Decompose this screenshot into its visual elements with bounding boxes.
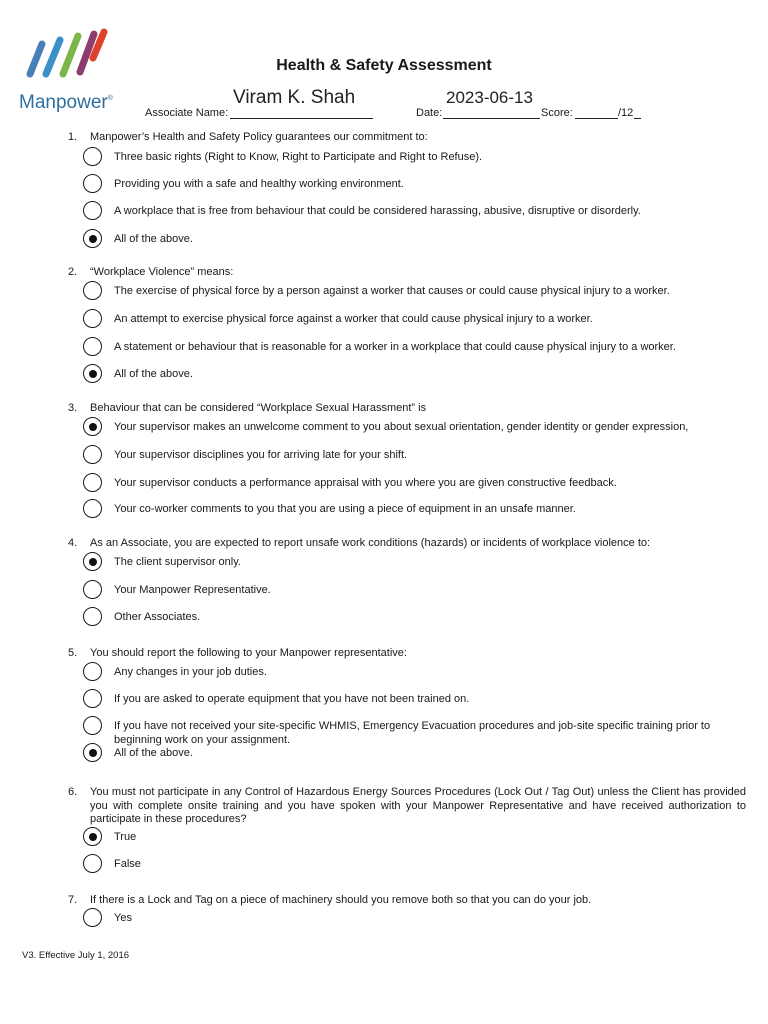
question-text: Manpower’s Health and Safety Policy guarantees our commitment to: — [90, 131, 428, 143]
answer-option-text: Other Associates. — [114, 611, 201, 623]
question-number: 1. — [68, 131, 78, 143]
question-text: You must not participate in any Control of Hazardous Energy Sources Procedures (Lock Out / Tag Out) unless the Client has provided you with complete onsite training and you have spoken with your Manpower Representative and have received authorization to participate in these procedures? — [90, 786, 746, 825]
question-number: 3. — [68, 402, 78, 414]
answer-option-text: A statement or behaviour that is reasonable for a worker in a workplace that could cause physical injury to a worker. — [114, 341, 676, 353]
question-number: 5. — [68, 647, 78, 659]
question-number: 7. — [68, 894, 78, 906]
question-number: 4. — [68, 537, 78, 549]
answer-option-text: Your supervisor makes an unwelcome comment to you about sexual orientation, gender identity or gender expression, — [114, 421, 689, 433]
radio-empty-icon[interactable] — [83, 580, 102, 599]
radio-empty-icon[interactable] — [83, 174, 102, 193]
score-total-underline — [634, 118, 641, 119]
answer-option-text: Three basic rights (Right to Know, Right to Participate and Right to Refuse). — [114, 151, 483, 163]
answer-option-text: Your co-worker comments to you that you are using a piece of equipment in an unsafe manner. — [114, 503, 576, 515]
answer-option-text: False — [114, 858, 141, 870]
date-value[interactable]: 2023-06-13 — [446, 88, 533, 107]
associate-name-line — [230, 118, 373, 119]
answer-option-text: If you have not received your site-specific WHMIS, Emergency Evacuation procedures and job-site specific training prior to beginning work on your assignment. — [114, 720, 711, 746]
brand-name: Manpower® — [19, 92, 113, 113]
answer-option-text: The exercise of physical force by a person against a worker that causes or could cause physical injury to a worker. — [114, 285, 670, 297]
question-text: You should report the following to your Manpower representative: — [90, 647, 407, 659]
radio-empty-icon[interactable] — [83, 337, 102, 356]
radio-empty-icon[interactable] — [83, 499, 102, 518]
radio-selected-icon[interactable] — [83, 229, 102, 248]
answer-option-text: All of the above. — [114, 368, 193, 380]
header-fields — [0, 86, 768, 122]
answer-option-text: Your supervisor disciplines you for arriving late for your shift. — [114, 449, 408, 461]
radio-empty-icon[interactable] — [83, 445, 102, 464]
associate-name-value[interactable]: Viram K. Shah — [233, 87, 356, 108]
radio-empty-icon[interactable] — [83, 201, 102, 220]
question-text: If there is a Lock and Tag on a piece of machinery should you remove both so that you can do your job. — [90, 894, 592, 906]
answer-option-text: The client supervisor only. — [114, 556, 241, 568]
answer-option-text: Your supervisor conducts a performance appraisal with you where you are given constructive feedback. — [114, 477, 617, 489]
radio-empty-icon[interactable] — [83, 147, 102, 166]
radio-selected-icon[interactable] — [83, 417, 102, 436]
page-title: Health & Safety Assessment — [276, 57, 492, 74]
radio-empty-icon[interactable] — [83, 716, 102, 735]
question-text: Behaviour that can be considered “Workplace Sexual Harassment” is — [90, 402, 427, 414]
version-footer: V3. Effective July 1, 2016 — [22, 950, 130, 961]
radio-empty-icon[interactable] — [83, 309, 102, 328]
answer-option-text: Any changes in your job duties. — [114, 666, 267, 678]
radio-empty-icon[interactable] — [83, 908, 102, 927]
question-number: 2. — [68, 266, 78, 278]
answer-option-text: A workplace that is free from behaviour that could be considered harassing, abusive, disruptive or disorderly. — [114, 205, 641, 217]
radio-empty-icon[interactable] — [83, 281, 102, 300]
answer-option-text: All of the above. — [114, 233, 193, 245]
radio-empty-icon[interactable] — [83, 607, 102, 626]
score-total: /12 — [618, 107, 634, 119]
radio-empty-icon[interactable] — [83, 662, 102, 681]
score-line[interactable] — [575, 118, 618, 119]
associate-name-label: Associate Name: — [145, 107, 229, 119]
question-number: 6. — [68, 786, 78, 798]
date-line — [443, 118, 540, 119]
answer-option-text: True — [114, 831, 137, 843]
question-text: “Workplace Violence” means: — [90, 266, 234, 278]
radio-selected-icon[interactable] — [83, 827, 102, 846]
radio-selected-icon[interactable] — [83, 743, 102, 762]
radio-selected-icon[interactable] — [83, 552, 102, 571]
answer-option-text: Your Manpower Representative. — [114, 584, 271, 596]
answer-option-text: An attempt to exercise physical force against a worker that could cause physical injury to a worker. — [114, 313, 593, 325]
radio-empty-icon[interactable] — [83, 854, 102, 873]
score-label: Score: — [541, 107, 573, 119]
answer-option-text: Yes — [114, 912, 132, 924]
question-text: As an Associate, you are expected to report unsafe work conditions (hazards) or incidents of workplace violence to: — [90, 537, 651, 549]
answer-option-text: All of the above. — [114, 747, 193, 759]
answer-option-text: If you are asked to operate equipment that you have not been trained on. — [114, 693, 470, 705]
date-label: Date: — [416, 107, 443, 119]
answer-option-text: Providing you with a safe and healthy working environment. — [114, 178, 404, 190]
radio-empty-icon[interactable] — [83, 473, 102, 492]
radio-empty-icon[interactable] — [83, 689, 102, 708]
radio-selected-icon[interactable] — [83, 364, 102, 383]
